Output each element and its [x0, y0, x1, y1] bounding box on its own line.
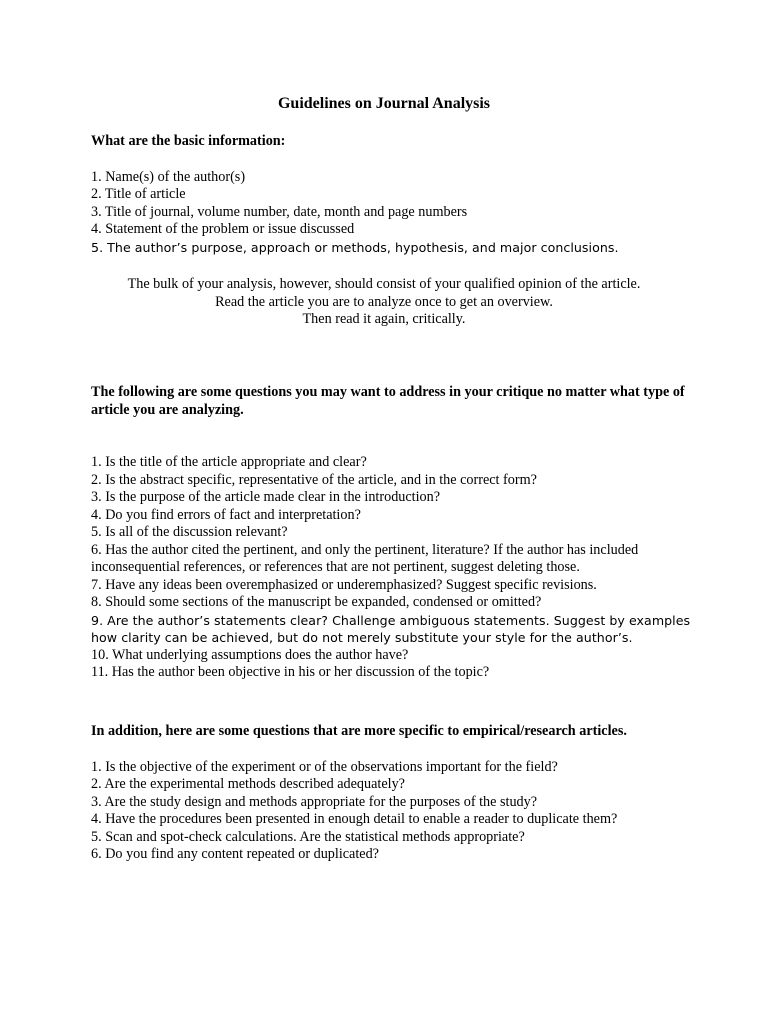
- list-item: 8. Should some sections of the manuscript be expanded, condensed or omitted?: [91, 594, 542, 610]
- list-item: 3. Is the purpose of the article made clear in the introduction?: [91, 489, 441, 505]
- basic-info-section: [91, 133, 691, 256]
- note-line: The bulk of your analysis, however, should consist of your qualified opinion of the article.: [127, 276, 641, 292]
- list-item: 1. Is the title of the article appropriate and clear?: [91, 454, 367, 470]
- critique-list: [91, 454, 691, 682]
- list-item: 1. Name(s) of the author(s): [91, 168, 246, 185]
- list-item: 9. Are the author’s statements clear? Challenge ambiguous statements. Suggest by examples how clarity can be achieved, but do not merely substitute your style for the author’s.: [91, 612, 691, 645]
- list-item: 10. What underlying assumptions does the author have?: [91, 646, 409, 663]
- list-item: 2. Title of article: [91, 186, 186, 202]
- basic-info-heading: What are the basic information:: [91, 133, 286, 149]
- list-item: 3. Are the study design and methods appropriate for the purposes of the study?: [91, 793, 538, 810]
- list-item: 5. Is all of the discussion relevant?: [91, 524, 288, 540]
- empirical-list: [91, 759, 691, 864]
- list-item: 2. Is the abstract specific, representative of the article, and in the correct form?: [91, 471, 537, 488]
- document-title: Guidelines on Journal Analysis: [277, 95, 491, 112]
- list-item: 4. Have the procedures been presented in enough detail to enable a reader to duplicate them?: [91, 811, 618, 827]
- empirical-heading: In addition, here are some questions that are more specific to empirical/research articles.: [91, 723, 627, 739]
- list-item: 6. Do you find any content repeated or duplicated?: [91, 846, 379, 862]
- critique-section: [91, 384, 691, 682]
- note-line: Then read it again, critically.: [302, 311, 466, 327]
- list-item: 11. Has the author been objective in his or her discussion of the topic?: [91, 664, 490, 680]
- note-line: Read the article you are to analyze once to get an overview.: [215, 293, 553, 310]
- critique-heading: The following are some questions you may want to address in your critique no matter what type of article you are analyzing.: [91, 384, 685, 418]
- bulk-analysis-note: [0, 276, 768, 329]
- list-item: 3. Title of journal, volume number, date, month and page numbers: [91, 203, 468, 220]
- list-item: 4. Statement of the problem or issue discussed: [91, 221, 355, 237]
- empirical-section: [91, 723, 691, 864]
- list-item: 6. Has the author cited the pertinent, and only the pertinent, literature? If the author has included inconsequential references, or references that are not pertinent, suggest deleting those.: [91, 541, 639, 575]
- list-item: 5. Scan and spot-check calculations. Are the statistical methods appropriate?: [91, 828, 525, 845]
- list-item: 4. Do you find errors of fact and interpretation?: [91, 506, 361, 523]
- basic-info-list: [91, 169, 691, 257]
- list-item: 5. The author’s purpose, approach or methods, hypothesis, and major conclusions.: [91, 239, 619, 255]
- list-item: 2. Are the experimental methods described adequately?: [91, 776, 405, 792]
- list-item: 7. Have any ideas been overemphasized or underemphasized? Suggest specific revisions.: [91, 576, 597, 593]
- list-item: 1. Is the objective of the experiment or of the observations important for the field?: [91, 758, 558, 775]
